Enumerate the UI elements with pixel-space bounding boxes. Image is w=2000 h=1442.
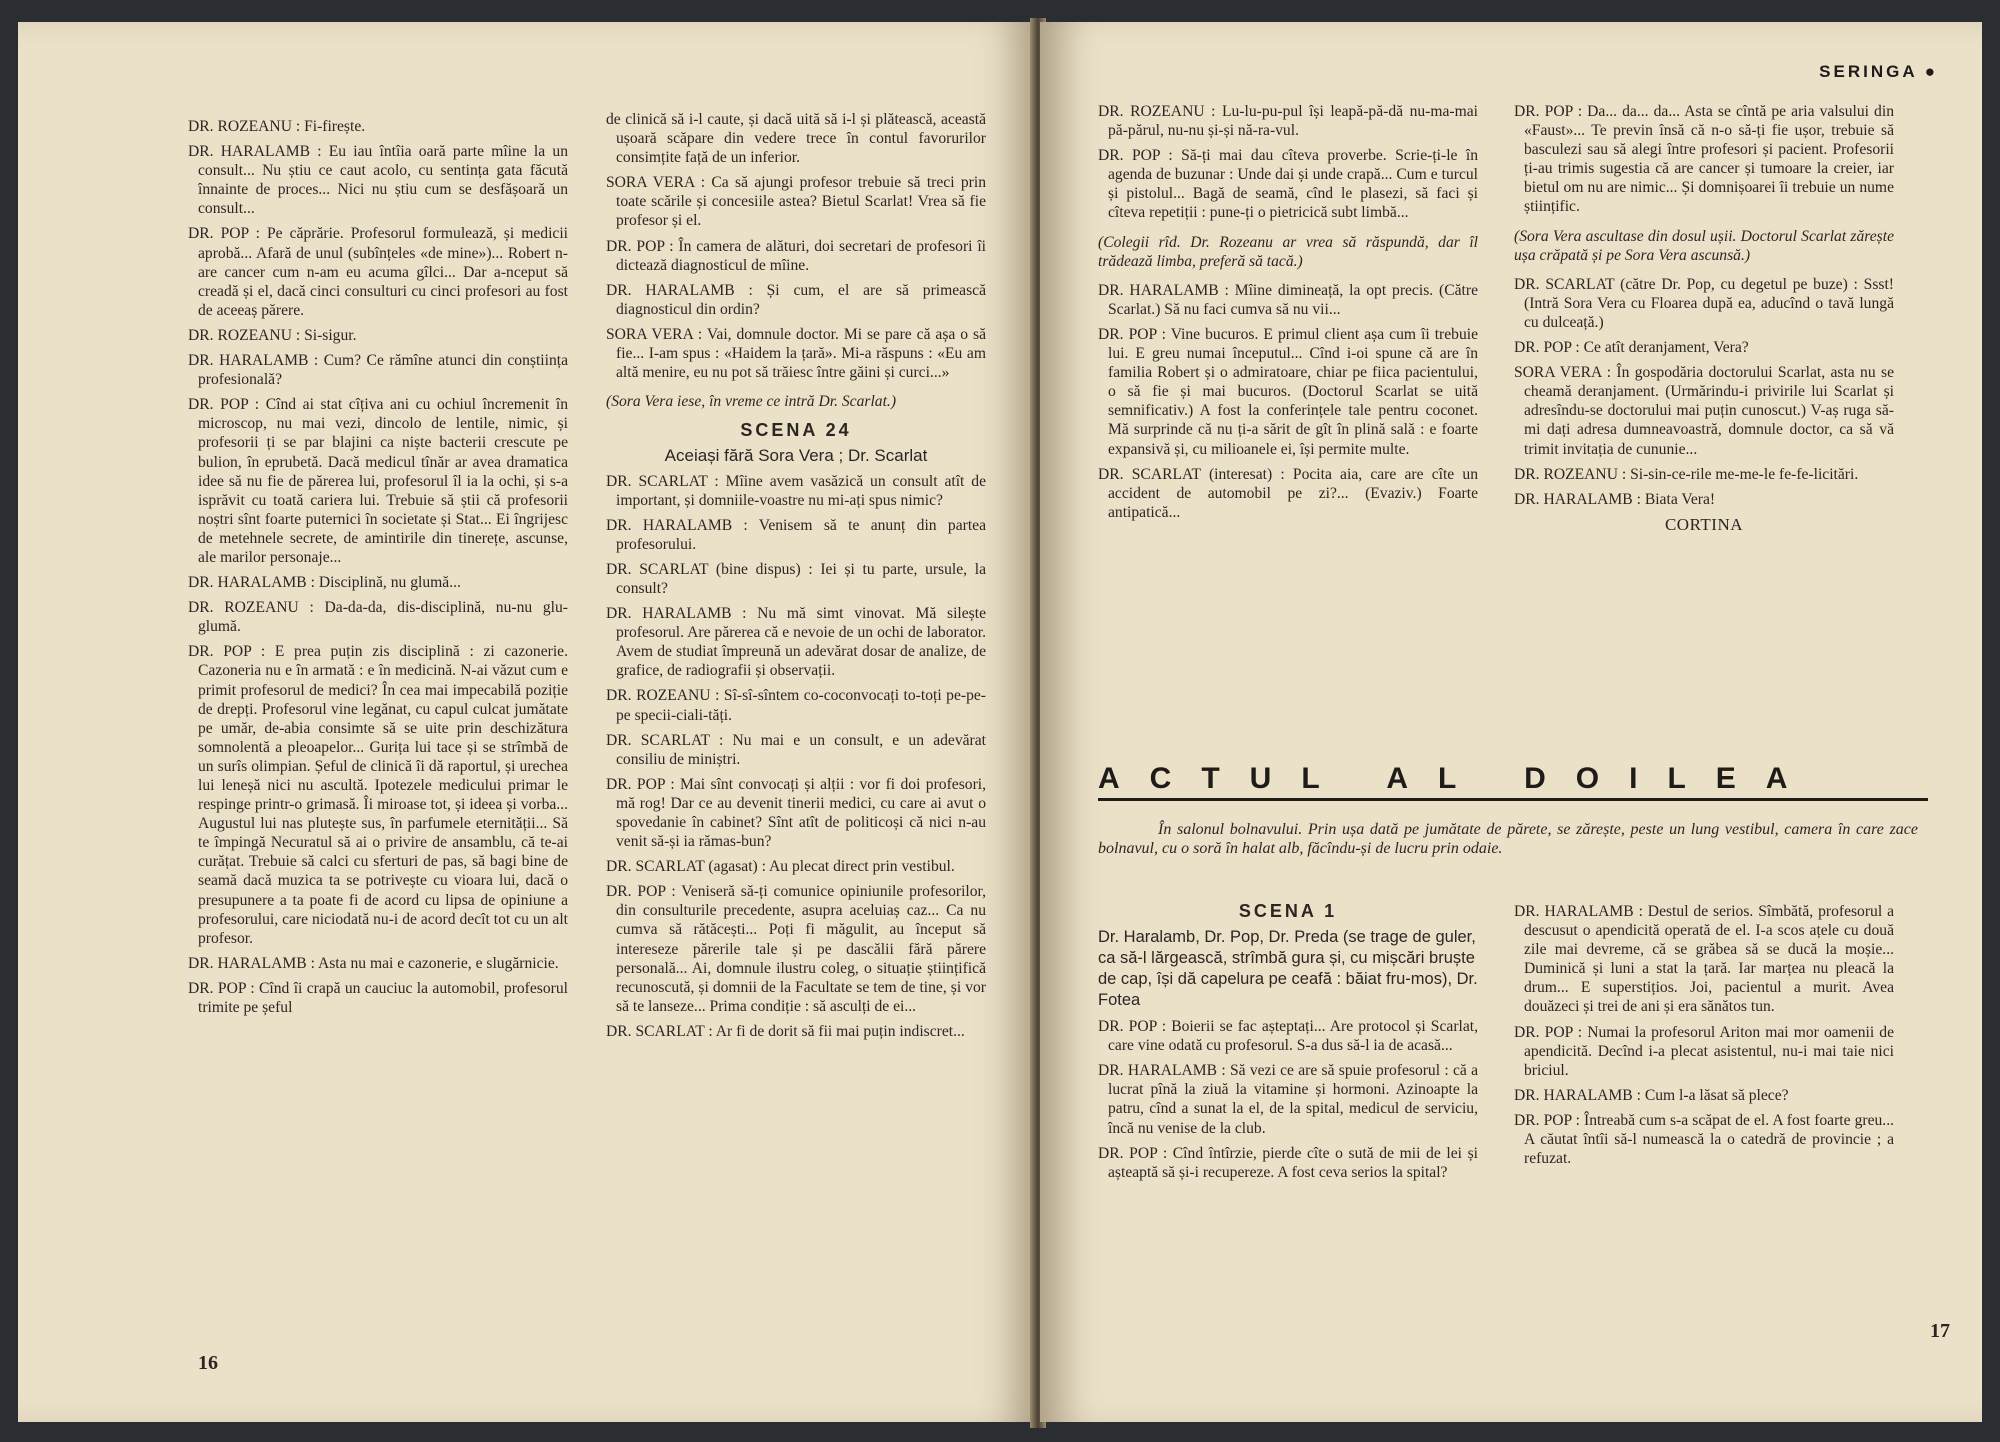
dialogue-line: DR. SCARLAT (agasat) : Au plecat direct prin vestibul. [606,858,955,876]
page-number-left: 16 [198,1352,218,1374]
left-page [18,22,1036,1422]
dialogue-line: DR. ROZEANU : Fi-firește. [188,118,366,135]
dialogue-line: DR. POP : Ce atît deranjament, Vera? [1514,339,1749,357]
dialogue-line: DR. HARALAMB : Să vezi ce are să spuie profesorul : că a lucrat pînă la ziuă la vitamine și hormoni. Azinoapte la patru, cînd a sunat la el, de la spital, medicul de serviciu, încă nu venise de la club. [1098,1062,1478,1137]
dialogue-line: DR. POP : Boierii se fac așteptați... Are protocol și Scarlat, care vine odată cu profesorul. S-a dus să-l ia de acasă... [1098,1018,1478,1055]
dialogue-line: DR. POP : Vine bucuros. E primul client așa cum îi trebuie lui. E greu numai începutul... Cînd i-oi spune că are în familia Robert și o admiratoare, chiar pe fiica pacientului, o să fie și mai bucuros. (Doctorul Scarlat se uită semnificativ.) A fost la conferințele tale pentru coconet. Mă surprinde că nu ți-a sărit de gît în plină sală : e foarte expansivă și, cu milioanele ei, își permite multe. [1098,325,1478,458]
dialogue-line: DR. POP : E prea puțin zis disciplină : zi cazonerie. Cazoneria nu e în armată : e în medicină. N-ai văzut cum e primit profesorul de medici? În cea mai impecabilă poziție de drepți. Profesorul vine legănat, cu capul culcat jumătate pe umăr, de-abia consimte să se uite prin deschizătura somnolentă a pleoapelor... Gurița lui tace și se strîmbă de un surîs olimpian. Șeful de clinică îi dă raportul, și urechea lui leneșă nici nu ascultă. Ipotezele medicului primar le respinge printr-o grimasă. Îi miroase tot, și ideea și vorba... Augustul lui nas plutește sus, în parfumele eternității... Să te împingă Necuratul să ai o privire de ansamblu, că te-ai curățat. Trebuie să calci cu sferturi de pas, să bagi bine de seamă dacă muzica ta se potrivește cu vioara lui, dacă o presupunere a ta poate fi de acord cu lipsa de opiniune a profesorului, care niciodată nu-i de acord decît tot cu un alt profesor. [188,643,568,947]
scene-cast: Dr. Haralamb, Dr. Pop, Dr. Preda (se trage de guler, ca să-l lărgească, strîmbă gura și, cu mișcări bruște de cap, își dă capelura pe ceafă : băiat fru-mos), Dr. Fotea [1098,928,1478,1010]
dialogue-line: SORA VERA : Vai, domnule doctor. Mi se pare că așa o să fie... I-am spus : «Haidem la țară». Mi-a răspuns : «Eu am altă menire, eu nu pot să trăiesc între găini și curci...» [606,325,986,382]
dialogue-line: DR. SCARLAT (către Dr. Pop, cu degetul pe buze) : Ssst! (Intră Sora Vera cu Floarea după ea, aducînd o tavă lungă cu dulceață.) [1514,275,1894,331]
dialogue-line: DR. POP : Numai la profesorul Ariton mai mor oamenii de apendicită. Decînd i-a plecat asistentul, nu-i mai taie nici briciul. [1514,1023,1894,1079]
dialogue-line: DR. POP : Să-ți mai dau cîteva proverbe. Scrie-ți-le în agenda de buzunar : Unde dai și unde crapă... Cum e turcul și pistolul... Bagă de seamă, cînd le plasezi, să faci și cîteva repetiții : pune-ți o pietricică subt limbă... [1098,147,1478,222]
dialogue-line: DR. ROZEANU : Si-sigur. [188,326,357,344]
dialogue-line: DR. HARALAMB : Eu iau întîia oară parte mîine la un consult... Nu știu ce caut acolo, cu sentința gata făcută înnainte de proces... Nici nu știu cum se desfășoară un consult... [188,143,568,218]
dialogue-line: DR. SCARLAT : Mîine avem vasăzică un consult atît de important, și domniile-voastre nu mi-ați spus nimic? [606,472,986,509]
scene-title: SCENA 24 [740,420,852,441]
dialogue-line: DR. POP : Veniseră să-ți comunice opiniunile profesorilor, din consulturile precedente, asupra aceluiaș caz... Ca nu cumva să rătăcești... Poți fi măgulit, au început să intereseze părerile tale și pe dascălii fără părere personală... Ai, domnule ilustru coleg, o situație științifică recunoscută, și domnii de la Facultate se tem de tine, și vor să te lanseze... Prima condiție : să asculți de ei... [606,883,986,1015]
dialogue-line: DR. POP : În camera de alături, doi secretari de profesori îi dictează diagnosticul de mîine. [606,237,986,274]
act2-column-2 [1514,902,1894,1174]
dialogue-line: DR. SCARLAT : Ar fi de dorit să fii mai puțin indiscret... [606,1022,965,1040]
magazine-header: SERINGA ● [1819,62,1938,81]
dialogue-line: DR. POP : Cînd îi crapă un cauciuc la automobil, profesorul trimite pe șeful [188,979,568,1017]
dialogue-line: DR. POP : Pe căprărie. Profesorul formulează, și medicii aprobă... Afară de unul (subînțeles «de mine»)... Robert n-are cancer cum n-am eu acuma gîlci... Dar a-nceput să creadă și el, dacă cinci consulturi cu cinci profesori au fost de aceeaș părere. [188,225,568,319]
dialogue-line: SORA VERA : Ca să ajungi profesor trebuie să treci prin toate scările și concesiile astea? Bietul Scarlat! Vrea să fie profesor și el. [606,174,986,230]
act-intro: În salonul bolnavului. Prin ușa dată pe jumătate de părete, se zărește, peste un lung vestibul, camera în care zace bolnavul, cu o soră în halat alb, făcîndu-și de lucru prin odaie. [1098,821,1918,857]
dialogue-line: DR. HARALAMB : Cum l-a lăsat să plece? [1514,1086,1789,1104]
dialogue-line: DR. POP : Cînd întîrzie, pierde cîte o sută de mii de lei și așteaptă să și-i recupereze. A fost ceva serios la spital? [1098,1144,1478,1181]
stage-direction: (Sora Vera iese, în vreme ce intră Dr. Scarlat.) [606,393,897,411]
scene-title: SCENA 1 [1238,901,1338,921]
curtain-label: CORTINA [1664,514,1744,534]
dialogue-line: DR. POP : Da... da... da... Asta se cîntă pe aria valsului din «Faust»... Te previn însă că n-o să-ți fie ușor, trebuie să basculezi sau să alegi între profesori și pacient. Profesorii ți-au trimis sugestia că are cancer și tumoare la creier, iar bietul om nu are nimic... Și domnișoarei îi trebuie un nume științific. [1514,103,1894,216]
page-number-right: 17 [1930,1320,1950,1342]
stage-direction: (Colegii rîd. Dr. Rozeanu ar vrea să răspundă, dar îl trădează limba, preferă să tacă.) [1098,233,1478,270]
dialogue-line: DR. HARALAMB : Disciplină, nu glumă... [188,574,461,592]
dialogue-line: DR. POP : Mai sînt convocați și alții : vor fi doi profesori, mă rog! Dar ce au devenit tinerii medici, cu care ai avut o spovedanie în cabinet? Sînt atît de politicoși că nici n-au venit să-și ia rămas-bun? [606,775,986,851]
dialogue-line: DR. SCARLAT : Nu mai e un consult, e un adevărat consiliu de miniștri. [606,731,986,768]
dialogue-line: DR. ROZEANU : Si-sin-ce-rile me-me-le fe-fe-licitări. [1514,465,1859,483]
dialogue-line: DR. ROZEANU : Da-da-da, dis-disciplină, nu-nu glu-glumă. [188,599,568,636]
stage-direction: (Sora Vera ascultase din dosul ușii. Doctorul Scarlat zărește ușa crăpată și pe Sora Vera ascunsă.) [1514,227,1894,264]
dialogue-line: DR. POP : Întreabă cum s-a scăpat de el. A fost foarte greu... A căutat întîi să-l numească la o catedră de provincie ; a refuzat. [1514,1111,1894,1168]
dialogue-line: SORA VERA : În gospodăria doctorului Scarlat, asta nu se cheamă deranjament. (Urmărindu-i privirile lui Scarlat și adresîndu-se doctorului mai puțin cunoscut.) V-aș ruga să-mi dați adresa dumneavoastră, domnule doctor, ca să vă trimit invitația de cununie... [1514,364,1894,458]
dialogue-line: DR. HARALAMB : Cum? Ce rămîne atunci din conștiința profesională? [188,352,568,389]
dialogue-line: DR. HARALAMB : Nu mă simt vinovat. Mă silește profesorul. Are părerea că e nevoie de un ochi de laborator. Avem de studiat împreună un adevărat dosar de analize, de grafice, de radiografii și observații. [606,605,986,680]
dialogue-line: DR. SCARLAT (interesat) : Pocita aia, care are cîte un accident de automobil pe zi?... (Evaziv.) Foarte antipatică... [1098,465,1478,521]
dialogue-line: DR. HARALAMB : Și cum, el are să primească diagnosticul din ordin? [606,281,986,318]
dialogue-line: DR. HARALAMB : Venisem să te anunț din partea profesorului. [606,516,986,553]
left-page-column-1 [188,117,568,1023]
dialogue-line: DR. HARALAMB : Biata Vera! [1514,490,1716,508]
dialogue-line: DR. ROZEANU : Sî-sî-sîntem co-coconvocați to-toți pe-pe-pe specii-ciali-tăți. [606,687,986,724]
dialogue-line: DR. POP : Cînd ai stat cîțiva ani cu ochiul încremenit în microscop, nu mai vezi, dincolo de lentile, nimic, și profesorii ți se par blajini ca niște bacterii crescute pe bulion, în eprubetă. Dacă medicul tînăr ar avea dramatica idee să nu fie de părerea lui, profesorul îl ia la ochi, și s-a isprăvit cu toată cariera lui. Trebuie să știi că profesorii noștri sînt foarte puternici în societate și Stat... Ei îngrijesc de metehnele secrete, de amintirile din tinerețe, ascunse, ale marilor personaje... [188,396,568,566]
dialogue-line: DR. HARALAMB : Asta nu mai e cazonerie, e slugărnicie. [188,954,559,972]
dialogue-line: DR. ROZEANU : Lu-lu-pu-pul își leapă-pă-dă nu-ma-mai pă-părul, nu-nu și-și nă-ra-vul. [1098,103,1478,140]
right-page-column-2 [1514,102,1894,540]
act-title-rule [1098,798,1928,801]
scene-cast: Aceiași fără Sora Vera ; Dr. Scarlat [664,446,928,466]
dialogue-line: DR. SCARLAT (bine dispus) : Iei și tu parte, ursule, la consult? [606,560,986,597]
act2-column-1 [1098,898,1478,1188]
dialogue-line: DR. HARALAMB : Destul de serios. Sîmbătă, profesorul a descusut o apendicită operată de el. I-a scos ațele cu două zile mai devreme, că se grăbea să se ducă la moșie... Duminică și luni a stat la țară. Iar marțea nu pleacă la drum... E superstițios. Joi, pacientul a murit. Avea douăzeci și trei de ani și era sănătos tun. [1514,903,1894,1016]
left-page-column-2 [606,110,986,1047]
dialogue-line: DR. HARALAMB : Mîine dimineață, la opt precis. (Către Scarlat.) Să nu faci cumva să nu vii... [1098,281,1478,318]
dialogue-line: de clinică să i-l caute, și dacă uită să i-l și plătească, această ușoară scăpare din vedere trece în contul favorurilor consimțite față de un inferior. [606,111,986,167]
right-page [1040,22,1982,1422]
right-page-column-1 [1098,102,1478,528]
act-title: ACTUL AL DOILEA [1098,762,1818,795]
